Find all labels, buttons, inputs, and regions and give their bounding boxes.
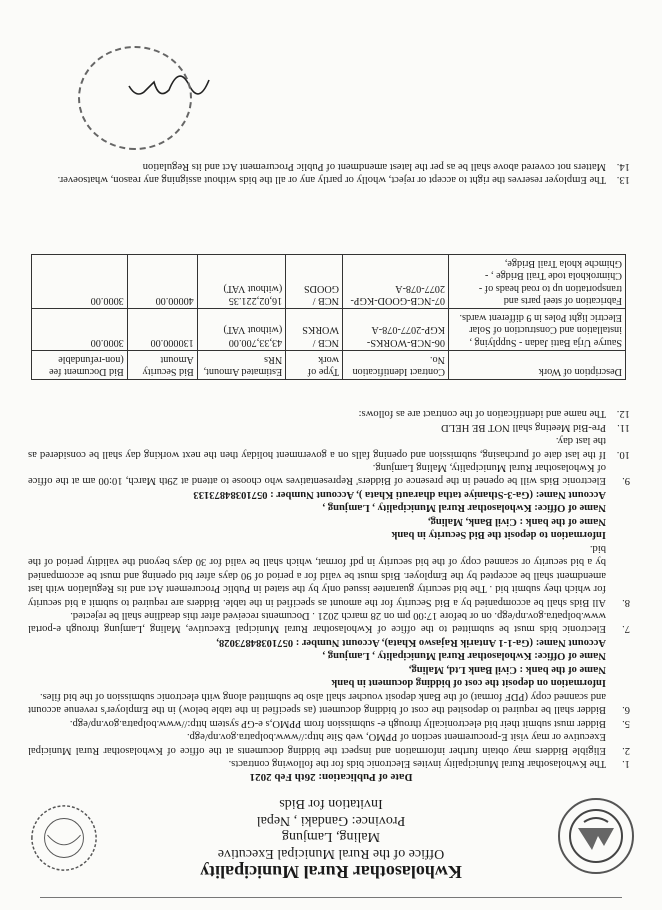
item-text: The Employer reserves the right to accept or reject, wholly or partly any or all the bids without assigning any reason, whatsoever. xyxy=(57,174,606,185)
table-cell: 3000.00 xyxy=(32,254,128,308)
column-header: Bid Security Amount xyxy=(127,350,197,379)
publication-date: Date of Publication: 26th Feb 2021 xyxy=(249,771,413,783)
notice-item xyxy=(28,461,630,488)
notice-item xyxy=(28,662,630,675)
contracts-table xyxy=(31,254,626,380)
item-text: Electronic Bids will be opened in the presence of Bidders' Representatives who choose to attend at 29th March, 10:00 am at the office of Kwholasothar Rural Municipality, Maling Lamjung. xyxy=(28,462,606,487)
item-number: 10. xyxy=(616,448,630,460)
table-row xyxy=(32,254,626,308)
notice-item xyxy=(28,730,630,757)
item-text: The Kwholasothar Rural Municipality invites Electronic bids for the following contracts. xyxy=(228,758,606,769)
item-number xyxy=(606,676,630,689)
office-name: Office of the Rural Municipal Executive xyxy=(217,845,445,861)
column-header: Bid Document fee (non-refundable xyxy=(32,350,128,379)
notice-item xyxy=(28,487,630,500)
emblem-graphic xyxy=(566,806,626,866)
notice-item xyxy=(28,420,630,433)
column-header: Estimated Amount, NRs xyxy=(197,350,285,379)
table-cell: Saurye Urja Batti Jadan - Supplying , installation and Construction of Solar Electric light Poles in 9 different wards. xyxy=(449,308,626,350)
item-text: Name of Office: Kwholasothar Rural Municipality , Lamjung , xyxy=(322,502,606,514)
table-body xyxy=(32,254,626,350)
column-header: Contract Identification No. xyxy=(343,350,449,379)
item-number xyxy=(606,514,630,527)
item-text: Bidder shall be required to deposited the cost of bidding document (as specified in the table below) in the Employer's revenue account and scanned copy (PDF format) of the Bank deposit voucher shall also be submitted along with electronic submission of the bid files. xyxy=(28,690,606,716)
item-text: Information to deposit the Bid Security in bank xyxy=(391,529,606,541)
notice-item xyxy=(28,528,630,541)
notice-heading: Invitation for Bids xyxy=(279,796,383,812)
item-number xyxy=(606,501,630,514)
item-text: Information on deposit the cost of bidding document in bank xyxy=(331,677,606,689)
notice-item xyxy=(28,434,630,461)
item-number: 8. xyxy=(622,596,630,608)
item-text: Name of the bank : Civil Bank, Maling, xyxy=(427,515,606,527)
municipality-title: Kwholasothar Rural Municipality xyxy=(200,862,462,882)
table-cell: 130000.00 xyxy=(127,308,197,350)
item-number xyxy=(606,528,630,541)
item-number: 11. xyxy=(617,421,630,433)
province: Province: Gandaki , Nepal xyxy=(256,812,406,828)
notice-item xyxy=(28,635,630,648)
table-cell: 3000.00 xyxy=(32,308,128,350)
table-cell: 06-NCB-WORKS-KGP-2077-078-A xyxy=(343,308,449,350)
item-number: 6. xyxy=(622,704,630,716)
table-cell: NCB / WORKS xyxy=(286,308,343,350)
item-number: 2. xyxy=(622,744,630,756)
table-header-row xyxy=(32,350,626,379)
notice-item xyxy=(28,159,630,172)
table-cell: 43,33,700.00 (without VAT) xyxy=(197,308,285,350)
item-text: Bidder must submit their bid electronically through e- submission from PPMO,s e-GP system http://www.bolpatra.gov.np/egp. xyxy=(69,717,606,729)
notice-item xyxy=(28,501,630,514)
notice-item xyxy=(28,514,630,527)
top-rule xyxy=(40,897,622,898)
item-text: Name of Office: Kwholasothar Rural Municipality , Lamjung , xyxy=(322,650,606,662)
item-text: Electronic bids must be submitted to the office of Kwholasothar Rural Municipal Executive, Maling ,Lamjung through e-portal www.bolpatra.gov.np/egp. on or before 17:00 pm on 28 march 2021 . Documents received after this deadline shall be rejected. xyxy=(28,610,606,635)
notice-item xyxy=(28,609,630,636)
notice-item xyxy=(28,541,630,608)
item-text: Account Name: (Ga-1-1 Antarik Rajaswo Khata), Account Number : 05710384873028, xyxy=(216,636,606,648)
item-number: 9. xyxy=(622,475,630,487)
notice-item xyxy=(28,689,630,716)
municipality-emblem-icon xyxy=(558,798,634,874)
column-header: Description of Work xyxy=(449,350,626,379)
seal-graphic xyxy=(28,801,100,875)
notice-items xyxy=(28,407,630,770)
letterhead xyxy=(110,795,552,882)
item-text: Pre-Bid Meeting shall NOT BE HELD xyxy=(441,421,606,433)
notice-item xyxy=(28,649,630,662)
item-number: 5. xyxy=(622,717,630,729)
table-cell: 16,02,221.35 (without VAT) xyxy=(197,254,285,308)
notice-item xyxy=(28,407,630,420)
item-text: Name of the bank : Civil Bank Ltd, Maling, xyxy=(408,663,606,675)
table-cell: 40000.00 xyxy=(127,254,197,308)
item-text: Account Name: (Ga-3-Sthaniye tatha dharauti Khata ), Account Number : 05710384873133 xyxy=(193,488,606,500)
item-number xyxy=(606,487,630,500)
item-text: The name and identification of the contract are as follows: xyxy=(358,408,606,420)
item-number xyxy=(606,662,630,675)
notice-item xyxy=(28,716,630,729)
office-stamp-icon xyxy=(78,46,192,150)
table-cell: NCB / GOODS xyxy=(286,254,343,308)
table-cell: 07-NCB-GOOD-KGP-2077-078-A xyxy=(343,254,449,308)
column-header: Type of work xyxy=(286,350,343,379)
item-text: All Bids shall be accompanied by a Bid Security for the amount as specified in the table. Bidders are required to submit a bid security for which they submit bid . The bid security guarantee issued only by the stated in Public Procurement Act and its Regulation with last amendment shall be accepted by the Employer. Bids must be valid for a period of 90 days after bid opening and must be accompanied by a bid security or scanned copy of the bid security in pdf format, which shall be valid for 30 days beyond the validity period of the bid. xyxy=(28,542,606,608)
item-text: If the last date of purchasing, submission and opening falls on a government holiday then the next working day shall be considered as the last day. xyxy=(28,435,606,460)
item-number: 14. xyxy=(616,160,630,172)
notice-item xyxy=(28,173,630,186)
seal-stamp-icon xyxy=(28,802,100,874)
item-number: 13. xyxy=(616,174,630,185)
notice-item xyxy=(28,676,630,689)
item-number: 1. xyxy=(622,758,630,769)
item-number: 12. xyxy=(616,408,630,420)
item-number xyxy=(606,635,630,648)
table-row xyxy=(32,308,626,350)
closing-items xyxy=(28,159,630,186)
table-cell: Fabrication of steel parts and transportation up to road heads of - Chimrokhola tode Trail Bridge , -Ghimche khola Trail Bridge, xyxy=(449,254,626,308)
item-number xyxy=(606,649,630,662)
notice-item xyxy=(28,757,630,770)
item-text: Matters not covered above shall be as per the latest amendment of Public Procurement Act and its Regulation xyxy=(142,160,606,172)
location: Maling, Lamjung xyxy=(282,829,380,845)
item-text: Eligible Bidders may obtain further information and inspect the bidding documents at the office of Kwholasothar Rural Municipal Executive or may visit E-procurement section of PPMO, web Site http://www.bolpatra.gov.np/egp. xyxy=(28,731,606,756)
item-number: 7. xyxy=(622,623,630,635)
